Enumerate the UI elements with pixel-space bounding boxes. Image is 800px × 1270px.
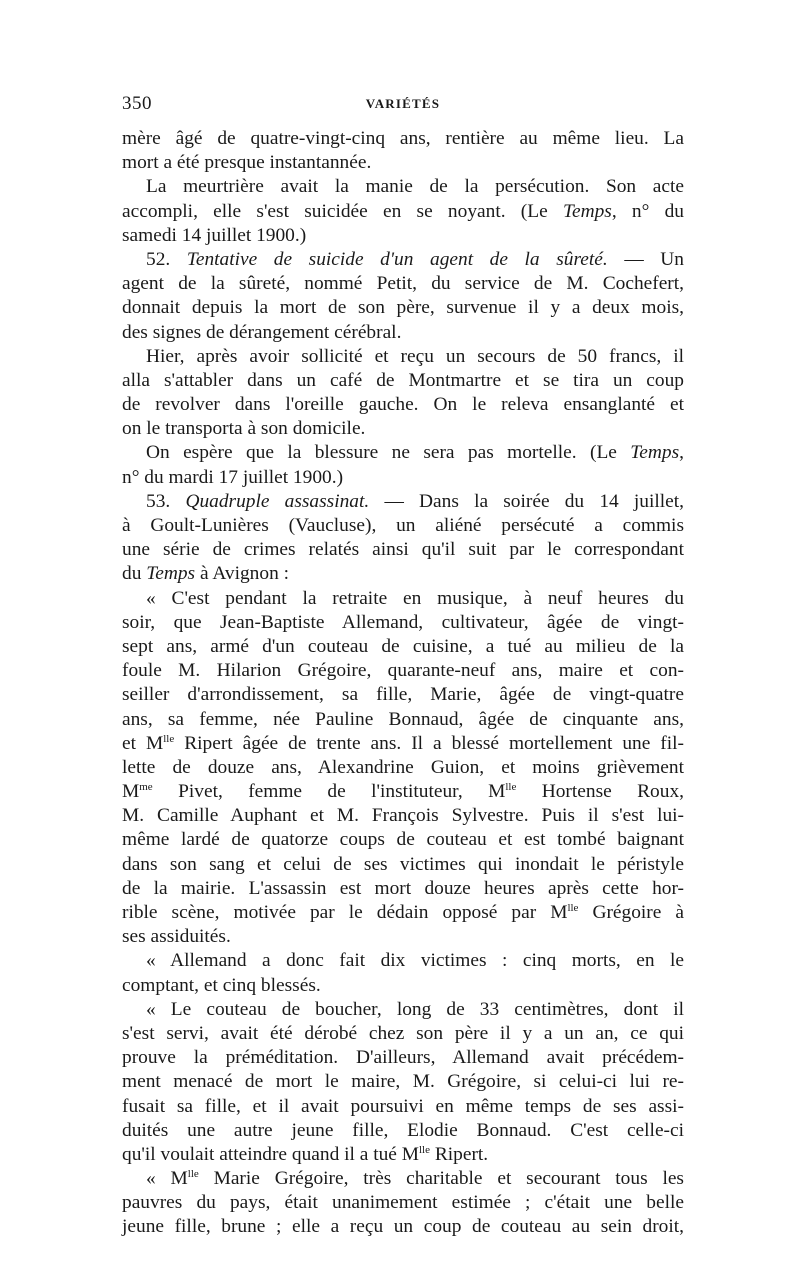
text-line — [122, 224, 684, 248]
text-line — [122, 1095, 684, 1119]
text-run: accompli, elle s'est suicidée en se noyant. (Le — [122, 200, 563, 222]
text-line — [122, 804, 684, 828]
text-line — [122, 345, 684, 369]
text-run: une série de crimes relatés ainsi qu'il suit par le correspondant — [122, 539, 684, 561]
text-line — [122, 635, 684, 659]
text-line — [122, 1143, 684, 1167]
text-run: duités une autre jeune fille, Elodie Bonnaud. C'est celle-ci — [122, 1119, 684, 1141]
text-run: La meurtrière avait la manie de la persécution. Son acte — [146, 176, 684, 198]
text-run: Ripert. — [429, 1143, 489, 1165]
text-line — [122, 901, 684, 925]
text-line — [122, 151, 684, 175]
text-run: donnait depuis la mort de son père, survenue il y a deux mois, — [122, 297, 684, 319]
text-line — [122, 490, 684, 514]
text-line — [122, 321, 684, 345]
text-line — [122, 1022, 684, 1046]
text-run: des signes de dérangement cérébral. — [122, 321, 402, 343]
text-line — [122, 732, 684, 756]
text-line — [122, 853, 684, 877]
superscript: lle — [567, 902, 579, 914]
text-line — [122, 393, 684, 417]
text-run: qu'il voulait atteindre quand il a tué M — [122, 1143, 419, 1165]
text-run: soir, que Jean-Baptiste Allemand, cultivateur, âgée de vingt- — [122, 611, 684, 633]
text-line — [122, 1070, 684, 1094]
text-run: « Allemand a donc fait dix victimes : cinq morts, en le — [146, 950, 684, 972]
text-run: mort a été presque instantannée. — [122, 152, 372, 174]
text-run: « Le couteau de boucher, long de 33 centimètres, dont il — [146, 998, 684, 1020]
superscript: me — [139, 781, 153, 794]
text-line — [122, 417, 684, 441]
page-number: 350 — [122, 93, 152, 114]
text-line — [122, 683, 684, 707]
text-run: — Un — [607, 248, 684, 270]
text-run: mère âgé de quatre-vingt-cinq ans, rentière au même lieu. La — [122, 128, 684, 149]
text-run: jeune fille, brune ; elle a reçu un coup de couteau au sein droit, — [122, 1216, 684, 1238]
text-run: Hier, après avoir sollicité et reçu un secours de 50 francs, il — [146, 345, 684, 367]
text-run: Hortense Roux, — [516, 781, 684, 803]
text-line — [122, 780, 684, 804]
text-run: seiller d'arrondissement, sa fille, Marie, âgée de vingt-quatre — [122, 684, 684, 706]
superscript: lle — [187, 1168, 199, 1181]
text-run: — Dans la soirée du 14 juillet, — [369, 490, 684, 512]
text-run: 52. — [146, 248, 187, 270]
text-run: n° du mardi 17 juillet 1900.) — [122, 466, 344, 488]
text-run: agent de la sûreté, nommé Petit, du service de M. Cochefert, — [122, 273, 684, 295]
text-run: « M — [146, 1168, 188, 1190]
italic-text: Quadruple assassinat. — [185, 490, 370, 512]
text-line — [122, 659, 684, 683]
text-line — [122, 708, 684, 732]
italic-text: Temps — [146, 563, 196, 585]
text-run: dans son sang et celui de ses victimes qui inondait le péristyle — [122, 853, 684, 875]
text-line — [122, 538, 684, 562]
text-run: pauvres du pays, était unanimement estimée ; c'était une belle — [122, 1192, 684, 1214]
text-run: lette de douze ans, Alexandrine Guion, et moins grièvement — [122, 756, 684, 778]
superscript: lle — [418, 1143, 430, 1156]
text-line — [122, 828, 684, 852]
text-line — [122, 974, 684, 998]
text-line — [122, 611, 684, 635]
body-text — [122, 127, 684, 1240]
text-run: de revolver dans l'oreille gauche. On le releva ensanglanté et — [122, 394, 684, 416]
text-run: On espère que la blessure ne sera pas mortelle. (Le — [146, 442, 631, 464]
text-run: prouve la préméditation. D'ailleurs, Allemand avait précédem- — [122, 1047, 684, 1069]
text-run: M — [122, 781, 140, 803]
text-run: Grégoire à — [578, 902, 684, 923]
text-run: foule M. Hilarion Grégoire, quarante-neuf ans, maire et con- — [122, 660, 684, 682]
text-line — [122, 925, 684, 949]
text-line — [122, 1215, 684, 1239]
text-line — [122, 562, 684, 586]
text-run: , n° du — [611, 200, 685, 222]
text-run: rible scène, motivée par le dédain opposé par M — [122, 902, 568, 923]
text-line — [122, 514, 684, 538]
text-run: ses assiduités. — [122, 926, 231, 948]
superscript: lle — [163, 732, 175, 745]
italic-text: Tentative de suicide d'un agent de la sûreté. — [186, 248, 608, 270]
text-run: Pivet, femme de l'instituteur, M — [152, 781, 506, 803]
text-run: et M — [122, 732, 164, 754]
text-line — [122, 200, 684, 224]
text-run: samedi 14 juillet 1900.) — [122, 224, 307, 246]
text-run: de la mairie. L'assassin est mort douze heures après cette hor- — [122, 877, 684, 899]
text-line — [122, 175, 684, 199]
text-run: « C'est pendant la retraite en musique, à neuf heures du — [146, 587, 684, 609]
text-line — [122, 587, 684, 611]
text-run: ment menacé de mort le maire, M. Grégoire, si celui-ci lui re- — [122, 1071, 684, 1093]
text-run: à Avignon : — [195, 563, 290, 585]
text-line — [122, 1191, 684, 1215]
italic-text: Temps — [562, 200, 612, 222]
text-line — [122, 1167, 684, 1191]
text-run: Ripert âgée de trente ans. Il a blessé mortellement une fil- — [174, 732, 684, 754]
text-run: M. Camille Auphant et M. François Sylvestre. Puis il s'est lui- — [122, 805, 684, 827]
text-run: sept ans, armé d'un couteau de cuisine, a tué au milieu de la — [122, 635, 684, 657]
text-run: , — [679, 442, 684, 464]
text-line — [122, 466, 684, 490]
text-run: à Goult-Lunières (Vaucluse), un aliéné persécuté a commis — [122, 515, 684, 536]
text-line — [122, 998, 684, 1022]
text-line — [122, 441, 684, 465]
running-head: VARIÉTÉS — [365, 96, 441, 111]
text-run: alla s'attabler dans un café de Montmartre et se tira un coup — [122, 369, 684, 391]
text-run: s'est servi, avait été dérobé chez son père il y a un an, ce qui — [122, 1022, 684, 1044]
text-line — [122, 877, 684, 901]
text-line — [122, 949, 684, 973]
text-line — [122, 296, 684, 320]
text-run: ans, sa femme, née Pauline Bonnaud, âgée de cinquante ans, — [122, 708, 684, 730]
text-run: comptant, et cinq blessés. — [122, 974, 321, 996]
text-line — [122, 1046, 684, 1070]
text-line — [122, 127, 684, 151]
text-line — [122, 1119, 684, 1143]
page-header — [122, 93, 684, 117]
text-run: 53. — [146, 490, 186, 512]
italic-text: Temps — [630, 442, 680, 464]
text-run: même lardé de quatorze coups de couteau et est tombé baignant — [122, 829, 684, 851]
text-run: du — [122, 563, 147, 585]
text-line — [122, 272, 684, 296]
text-line — [122, 248, 684, 272]
text-line — [122, 369, 684, 393]
text-run: fusait sa fille, et il avait poursuivi en même temps de ses assi- — [122, 1095, 684, 1117]
text-run: Marie Grégoire, très charitable et secourant tous les — [198, 1168, 684, 1190]
text-run: on le transporta à son domicile. — [122, 418, 366, 440]
text-line — [122, 756, 684, 780]
superscript: lle — [505, 781, 517, 794]
